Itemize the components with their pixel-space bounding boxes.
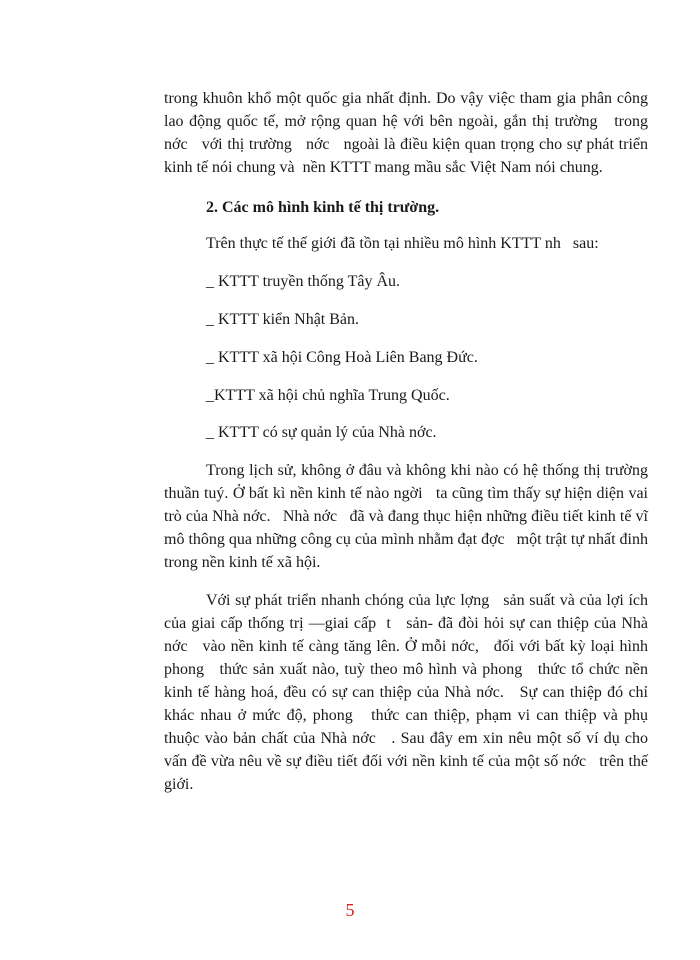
paragraph-line: của giai cấp thống trị —giai cấp t sản- đã đòi hỏi sự can thiệp của Nhà	[164, 615, 648, 632]
section-heading: 2. Các mô hình kinh tế thị trường.	[206, 199, 440, 216]
paragraph-line: kinh tế hàng hoá, đều có sự can thiệp của Nhà nớc. Sự can thiệp đó chỉ	[164, 684, 648, 701]
paragraph-line: lao động quốc tế, mở rộng quan hệ với bên ngoài, gắn thị trường trong	[164, 113, 648, 130]
paragraph-line: nớc với thị trường nớc ngoài là điều kiện quan trọng cho sự phát triển	[164, 136, 648, 153]
paragraph-line: trò của Nhà nớc. Nhà nớc đã và đang thục hiện những điều tiết kinh tế vĩ	[164, 508, 648, 525]
paragraph-line: nớc vào nền kinh tế càng tăng lên. Ở mỗi nớc, đối với bất kỳ loại hình	[164, 638, 648, 655]
paragraph-line: giới.	[164, 776, 194, 793]
list-item: _ KTTT có sự quản lý của Nhà nớc.	[206, 424, 437, 441]
paragraph-line: kinh tế nói chung và nền KTTT mang mầu sắc Việt Nam nói chung.	[164, 159, 603, 176]
paragraph-line: trong khuôn khổ một quốc gia nhất định. Do vậy việc tham gia phân công	[164, 90, 648, 107]
paragraph-line: thuộc vào bản chất của Nhà nớc . Sau đây em xin nêu một số ví dụ cho	[164, 730, 648, 747]
paragraph-line: vấn đề vừa nêu về sự điều tiết đối với nền kinh tế của một số nớc trên thế	[164, 753, 648, 770]
paragraph-line: Trong lịch sử, không ở đâu và không khi nào có hệ thống thị trường	[206, 462, 648, 479]
paragraph-line: trong nền kinh tế xã hội.	[164, 554, 321, 571]
paragraph-line: mô thông qua những công cụ của mình nhằm đạt đợc một trật tự nhất đinh	[164, 531, 648, 548]
paragraph-line: Với sự phát triển nhanh chóng của lực lợng sản suất và của lợi ích	[206, 592, 648, 609]
paragraph-line: khác nhau ở mức độ, phong thức can thiệp, phạm vi can thiệp và phụ	[164, 707, 648, 724]
list-item: _ KTTT kiển Nhật Bản.	[206, 311, 360, 328]
list-item: _ KTTT truyền thống Tây Âu.	[206, 273, 401, 290]
paragraph-line: phong thức sản xuất nào, tuỳ theo mô hình và phong thức tổ chức nền	[164, 661, 648, 678]
list-item: _ KTTT xã hội Công Hoà Liên Bang Đức.	[206, 349, 478, 366]
page-number: 5	[345, 900, 355, 920]
list-item: _KTTT xã hội chủ nghĩa Trung Quốc.	[206, 387, 450, 404]
models-intro: Trên thực tế thế giới đã tồn tại nhiều mô hình KTTT nh sau:	[206, 235, 599, 252]
paragraph-line: thuần tuý. Ở bất kì nền kinh tế nào ngời ta cũng tìm thấy sự hiện diện vai	[164, 485, 648, 502]
